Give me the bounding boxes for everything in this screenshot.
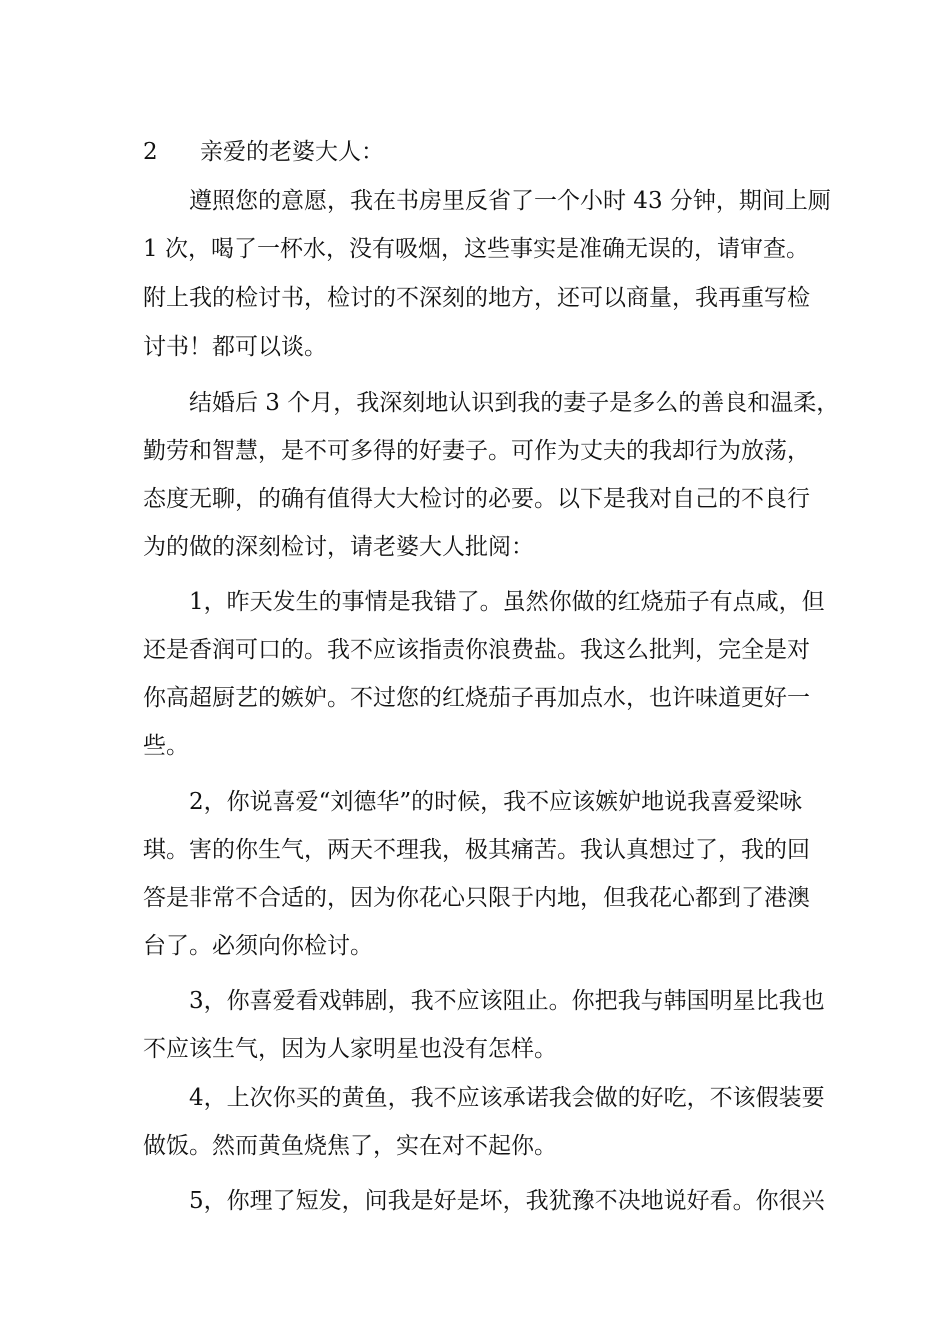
heading-number: 2: [143, 139, 158, 165]
text-line: 结婚后 3 个月，我深刻地认识到我的妻子是多么的善良和温柔，: [143, 390, 840, 416]
text-line: 琪。害的你生气，两天不理我，极其痛苦。我认真想过了，我的回: [143, 837, 810, 863]
text-line: 些。: [143, 733, 189, 759]
text-line: 遵照您的意愿，我在书房里反省了一个小时 43 分钟，期间上厕: [143, 188, 831, 214]
text-line: 不应该生气，因为人家明星也没有怎样。: [143, 1036, 557, 1062]
text-line: 为的做的深刻检讨，请老婆大人批阅：: [143, 534, 534, 560]
text-line: 讨书！都可以谈。: [143, 334, 327, 360]
text-line: 5，你理了短发，问我是好是坏，我犹豫不决地说好看。你很兴: [143, 1188, 825, 1214]
text-line: 1 次，喝了一杯水，没有吸烟，这些事实是准确无误的，请审查。: [143, 236, 809, 262]
text-line: 3，你喜爱看戏韩剧，我不应该阻止。你把我与韩国明星比我也: [143, 988, 825, 1014]
text-line: 做饭。然而黄鱼烧焦了，实在对不起你。: [143, 1133, 557, 1159]
text-line: 答是非常不合适的，因为你花心只限于内地，但我花心都到了港澳: [143, 885, 810, 911]
text-line: 勤劳和智慧，是不可多得的好妻子。可作为丈夫的我却行为放荡，: [143, 438, 810, 464]
text-line: 2，你说喜爱“刘德华”的时候，我不应该嫉妒地说我喜爱梁咏: [143, 789, 803, 815]
salutation: 亲爱的老婆大人：: [200, 139, 384, 165]
text-line: 你高超厨艺的嫉妒。不过您的红烧茄子再加点水，也许味道更好一: [143, 685, 810, 711]
text-line: 台了。必须向你检讨。: [143, 933, 373, 959]
text-line: 附上我的检讨书，检讨的不深刻的地方，还可以商量，我再重写检: [143, 285, 810, 311]
text-line: 1，昨天发生的事情是我错了。虽然你做的红烧茄子有点咸，但: [143, 589, 825, 615]
text-line: 态度无聊，的确有值得大大检讨的必要。以下是我对自己的不良行: [143, 486, 810, 512]
text-line: 4，上次你买的黄鱼，我不应该承诺我会做的好吃，不该假装要: [143, 1085, 825, 1111]
text-line: 还是香润可口的。我不应该指责你浪费盐。我这么批判，完全是对: [143, 637, 810, 663]
